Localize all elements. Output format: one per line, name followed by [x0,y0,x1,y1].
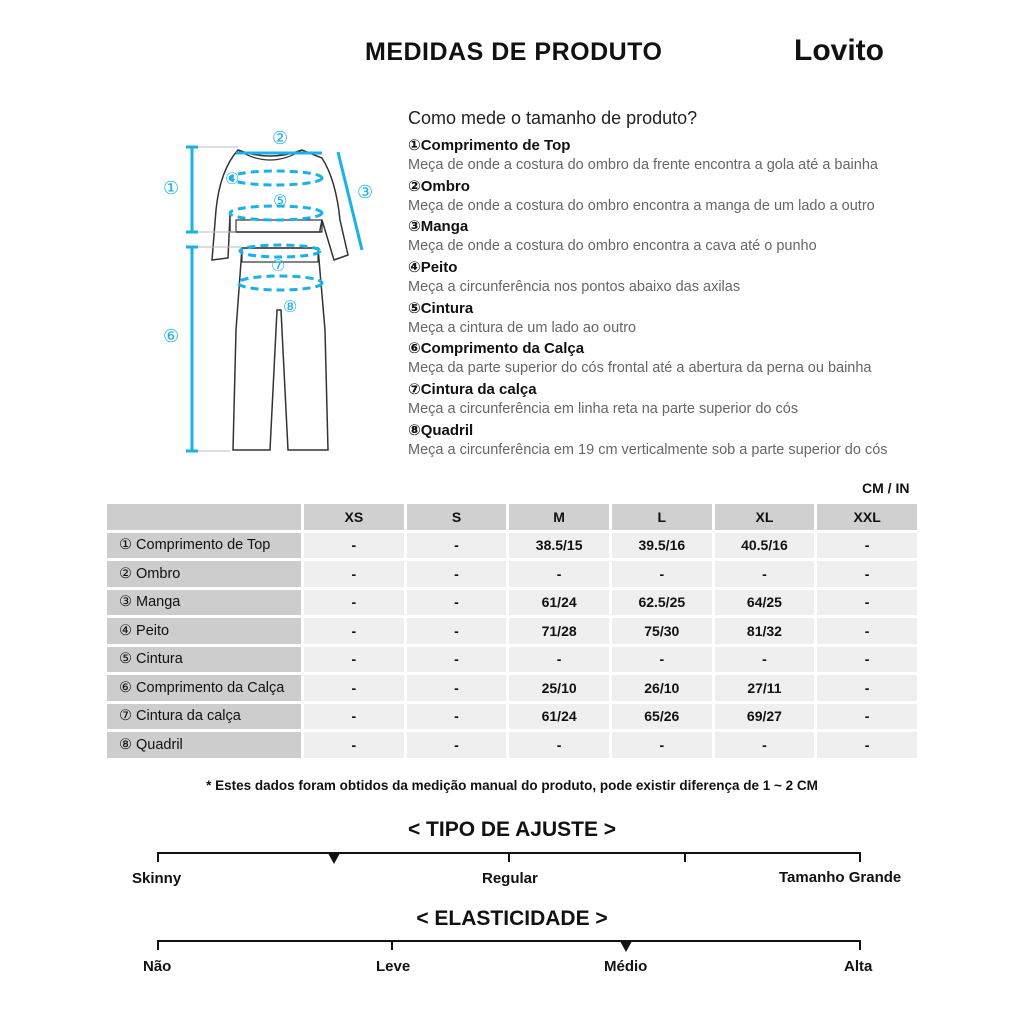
table-corner [107,504,301,530]
table-cell: - [407,561,507,587]
table-cell: - [407,590,507,616]
column-header: XL [715,504,815,530]
table-cell: - [304,590,404,616]
diagram-label-7: ⑦ [271,258,286,275]
table-cell: - [612,561,712,587]
table-cell: 71/28 [509,618,609,644]
guide-item [408,299,1008,340]
guide-item [408,421,1008,462]
table-cell: - [304,732,404,758]
guide-item [408,177,1008,218]
brand-logo: Lovito [794,34,884,67]
fit-tick [157,852,159,862]
guide-item-desc: Meça da parte superior do cós frontal até a abertura da perna ou bainha [408,360,872,377]
column-header: XS [304,504,404,530]
diagram-label-4: ④ [225,171,240,188]
column-header: S [407,504,507,530]
table-cell: - [817,561,917,587]
fit-tick [859,852,861,862]
table-cell: 61/24 [509,590,609,616]
guide-item-name: ①Comprimento de Top [408,137,571,154]
fit-tick [508,852,510,862]
table-cell: - [817,618,917,644]
column-header: M [509,504,609,530]
table-cell: - [715,732,815,758]
table-cell: - [509,561,609,587]
footnote: * Estes dados foram obtidos da medição manual do produto, pode existir diferença de 1 ~ 2 CM [206,778,818,793]
diagram-label-1: ① [163,178,180,198]
table-cell: - [612,732,712,758]
table-row [107,533,917,559]
guide-item [408,136,1008,177]
row-label: ④ Peito [107,618,301,644]
diagram-label-2: ② [272,128,289,148]
elasticity-tick [859,940,861,950]
unit-label: CM / IN [862,480,910,496]
row-label: ⑥ Comprimento da Calça [107,675,301,701]
table-row [107,647,917,673]
table-cell: - [817,732,917,758]
column-header: XXL [817,504,917,530]
row-label: ⑧ Quadril [107,732,301,758]
diagram-label-5: ⑤ [273,193,288,210]
guide-item-name: ③Manga [408,218,469,236]
table-cell: 39.5/16 [612,533,712,559]
measurement-guide [408,108,1008,462]
fit-tick [684,852,686,862]
page-title: MEDIDAS DE PRODUTO [365,38,663,66]
guide-heading: Como mede o tamanho de produto? [408,108,698,128]
diagram-label-6: ⑥ [163,326,180,346]
guide-item [408,380,1008,421]
table-cell: - [407,647,507,673]
row-label: ① Comprimento de Top [107,533,301,559]
table-cell: 38.5/15 [509,533,609,559]
table-cell: - [304,533,404,559]
table-row [107,561,917,587]
table-cell: - [715,647,815,673]
elasticity-label-high: Alta [844,958,873,975]
fit-label-regular: Regular [482,870,538,887]
guide-item-name: ⑥Comprimento da Calça [408,340,585,358]
diagram-label-3: ③ [357,182,374,202]
fit-label-skinny: Skinny [132,870,182,887]
guide-item [408,217,1008,258]
size-table [104,501,920,761]
table-cell: - [817,647,917,673]
row-label: ⑤ Cintura [107,647,301,673]
table-cell: 61/24 [509,704,609,730]
fit-label-large: Tamanho Grande [779,869,902,886]
diagram-label-8: ⑧ [283,299,298,316]
garment-diagram [150,120,390,465]
table-cell: 75/30 [612,618,712,644]
row-label: ② Ombro [107,561,301,587]
table-cell: - [304,647,404,673]
fit-title: < TIPO DE AJUSTE > [407,818,617,841]
table-cell: 65/26 [612,704,712,730]
table-cell: 27/11 [715,675,815,701]
guide-item [408,258,1008,299]
elasticity-marker-icon [620,941,632,952]
table-cell: - [817,533,917,559]
table-cell: - [407,533,507,559]
guide-item-name: ⑤Cintura [408,299,474,317]
guide-item-desc: Meça de onde a costura do ombro da frente encontra a gola até a bainha [408,157,878,173]
table-cell: 26/10 [612,675,712,701]
table-row [107,732,917,758]
table-cell: 64/25 [715,590,815,616]
table-row [107,590,917,616]
table-cell: - [407,675,507,701]
guide-item-name: ⑦Cintura da calça [408,381,537,399]
elasticity-tick [391,940,393,950]
table-cell: - [304,618,404,644]
fit-marker-icon [328,853,340,864]
table-cell: 25/10 [509,675,609,701]
table-cell: 62.5/25 [612,590,712,616]
table-header-row [107,504,917,530]
guide-item-name: ⑧Quadril [408,421,474,439]
table-cell: - [304,704,404,730]
table-cell: - [407,732,507,758]
elasticity-label-none: Não [143,958,172,975]
column-header: L [612,504,712,530]
table-cell: - [407,704,507,730]
table-cell: - [304,675,404,701]
table-cell: 81/32 [715,618,815,644]
garment-illustration [150,120,390,465]
row-label: ③ Manga [107,590,301,616]
guide-item-desc: Meça a circunferência em linha reta na parte superior do cós [408,401,799,418]
table-row [107,618,917,644]
table-cell: 40.5/16 [715,533,815,559]
table-cell: - [304,561,404,587]
table-cell: - [509,647,609,673]
guide-item-desc: Meça de onde a costura do ombro encontra a cava até o punho [408,238,817,255]
elasticity-label-medium: Médio [604,958,648,975]
guide-item-name: ②Ombro [408,177,470,195]
row-label: ⑦ Cintura da calça [107,704,301,730]
elasticity-tick [157,940,159,950]
table-cell: - [407,618,507,644]
elasticity-title: < ELASTICIDADE > [416,907,608,930]
table-cell: - [817,590,917,616]
table-cell: 69/27 [715,704,815,730]
table-cell: - [509,732,609,758]
table-cell: - [715,561,815,587]
table-cell: - [817,675,917,701]
guide-item [408,339,1008,380]
elasticity-scale-line [158,940,860,942]
table-row [107,704,917,730]
guide-item-desc: Meça de onde a costura do ombro encontra a manga de um lado a outro [408,197,875,214]
table-cell: - [817,704,917,730]
table-cell: - [612,647,712,673]
elasticity-label-light: Leve [376,958,411,975]
guide-item-desc: Meça a cintura de um lado ao outro [408,319,637,336]
table-row [107,675,917,701]
guide-item-desc: Meça a circunferência em 19 cm verticalmente sob a parte superior do cós [408,441,888,458]
guide-item-desc: Meça a circunferência nos pontos abaixo das axilas [408,279,741,296]
guide-item-name: ④Peito [408,259,458,277]
